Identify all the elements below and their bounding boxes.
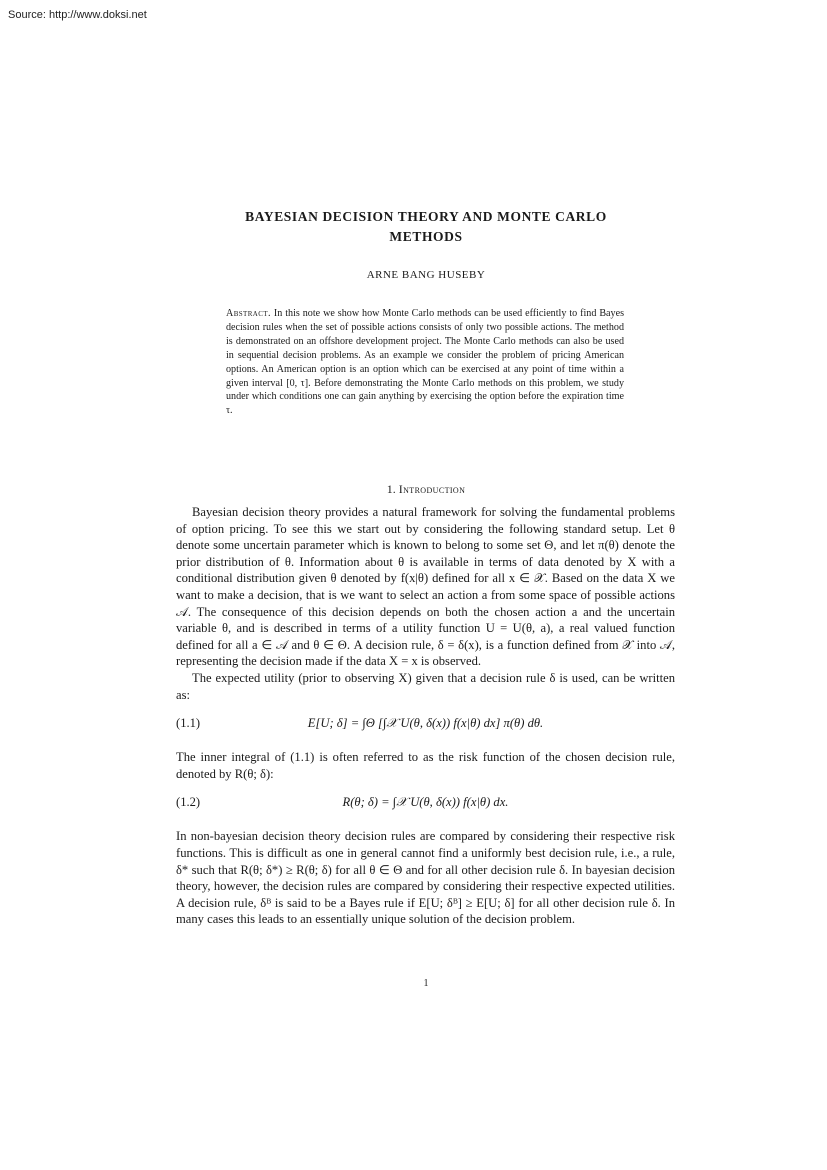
abstract-text: In this note we show how Monte Carlo methods can be used efficiently to find Bayes decision rules when the set of possible actions consists of only two possible actions. The method is demonstrated on an offshore development project. The Monte Carlo methods can also be used in sequential decision problems. As an example we consider the problem of pricing American options. An American option is an option which can be exercised at any point of time within a given interval [0, τ]. Before demonstrating the Monte Carlo methods on this problem, we study under which conditions one can gain anything by exercising the option before the expiration time τ. xyxy=(226,308,624,417)
equation-label: (1.1) xyxy=(176,716,201,731)
abstract xyxy=(226,307,624,418)
equation-label: (1.2) xyxy=(176,795,201,810)
section-title: Introduction xyxy=(398,482,466,496)
abstract-heading: Abstract. xyxy=(226,308,271,319)
equation-expression: E[U; δ] = ∫Θ [∫𝒳 U(θ, δ(x)) f(x|θ) dx] π(θ) dθ. xyxy=(307,716,544,731)
paragraph: The expected utility (prior to observing X) given that a decision rule δ is used, can be written as: xyxy=(176,670,675,702)
equation-1-1 xyxy=(176,705,675,745)
title-line-1: BAYESIAN DECISION THEORY AND MONTE CARLO xyxy=(245,209,607,224)
source-label[interactable]: Source: http://www.doksi.net xyxy=(8,9,147,21)
paragraph: Bayesian decision theory provides a natural framework for solving the fundamental problems of option pricing. To see this we start out by considering the following standard setup. Let θ denote some uncertain parameter which is known to belong to some set Θ, and let π(θ) denote the prior distribution of θ. Information about θ is available in terms of data denoted by X with a conditional distribution given θ denoted by f(x|θ) defined for all x ∈ 𝒳. Based on the data X we want to make a decision, that is we want to select an action a from some space of possible actions 𝒜. The consequence of this decision depends on both the chosen action a and the uncertain variable θ, and is described in terms of a utility function U = U(θ, a), a real valued function defined for all a ∈ 𝒜 and θ ∈ Θ. A decision rule, δ = δ(x), is a function defined from 𝒳 into 𝒜, representing the decision made if the data X = x is observed. xyxy=(176,505,675,669)
paragraph: The inner integral of (1.1) is often referred to as the risk function of the chosen decision rule, denoted by R(θ; δ): xyxy=(176,750,675,781)
author: ARNE BANG HUSEBY xyxy=(366,269,486,281)
body-text xyxy=(176,504,675,928)
equation-expression: R(θ; δ) = ∫𝒳 U(θ, δ(x)) f(x|θ) dx. xyxy=(342,795,509,810)
page-number: 1 xyxy=(423,978,429,989)
title-line-2: METHODS xyxy=(389,228,463,244)
paragraph: In non-bayesian decision theory decision rules are compared by considering their respective risk functions. This is difficult as one in general cannot find a uniformly best decision rule, i.e., a rule, δ* such that R(θ; δ*) ≥ R(θ; δ) for all θ ∈ Θ and for all other decision rule δ. In bayesian decision theory, however, the decision rules are compared by considering their respective expected utilities. A decision rule, δᴮ is said to be a Bayes rule if E[U; δᴮ] ≥ E[U; δ] for all other decision rule δ. In many cases this leads to an essentially unique solution of the decision problem. xyxy=(176,829,675,927)
section-heading xyxy=(176,482,676,497)
equation-1-2 xyxy=(176,784,675,824)
section-number: 1. xyxy=(386,482,396,496)
paper-title xyxy=(176,207,676,246)
